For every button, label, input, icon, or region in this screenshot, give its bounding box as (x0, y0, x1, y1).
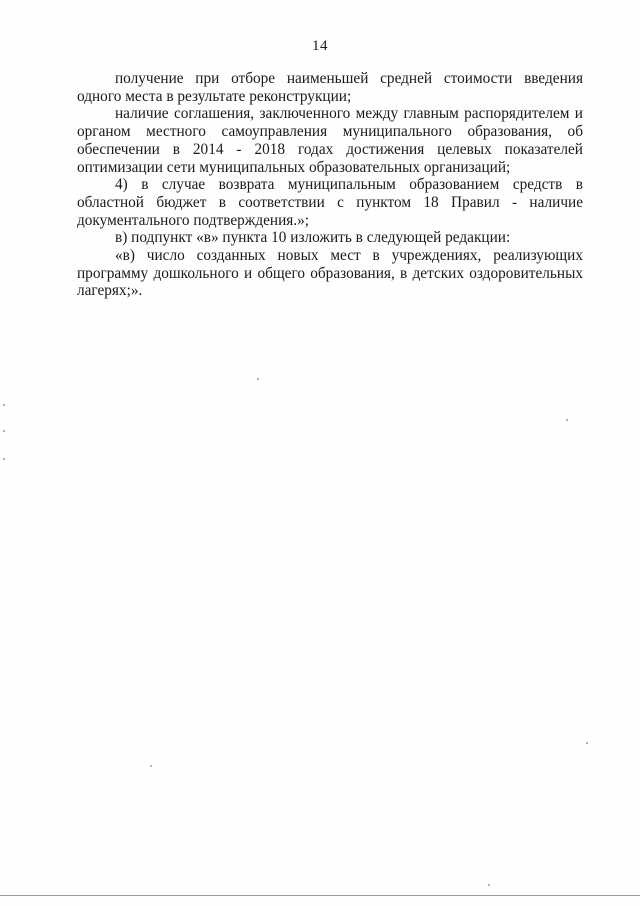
scan-edge-line (0, 895, 640, 896)
paragraph-1: получение при отборе наименьшей средней стоимости введения одного места в результате реконструкции; (77, 70, 583, 105)
paragraph-5: «в) число созданных новых мест в учреждениях, реализующих программу дошкольного и общего образования, в детских оздоровительных лагерях;». (77, 247, 583, 300)
scan-speck (586, 742, 588, 744)
document-body (77, 70, 583, 300)
scan-speck (488, 884, 490, 886)
paragraph-4: в) подпункт «в» пункта 10 изложить в следующей редакции: (115, 229, 511, 247)
paragraph-3: 4) в случае возврата муниципальным образованием средств в областной бюджет в соответствии с пунктом 18 Правил - наличие документального подтверждения.»; (77, 176, 583, 229)
scan-speck (3, 404, 5, 406)
page-number: 14 (312, 38, 328, 54)
scan-speck (566, 419, 568, 421)
scan-speck (150, 765, 152, 767)
scan-speck (257, 378, 259, 380)
scan-speck (3, 430, 5, 432)
scan-speck (3, 458, 5, 460)
paragraph-2: наличие соглашения, заключенного между главным распорядителем и органом местного самоуправления муниципального образования, об обеспечении в 2014 - 2018 годах достижения целевых показателей оптимизации сети муниципальных образовательных организаций; (77, 105, 583, 176)
